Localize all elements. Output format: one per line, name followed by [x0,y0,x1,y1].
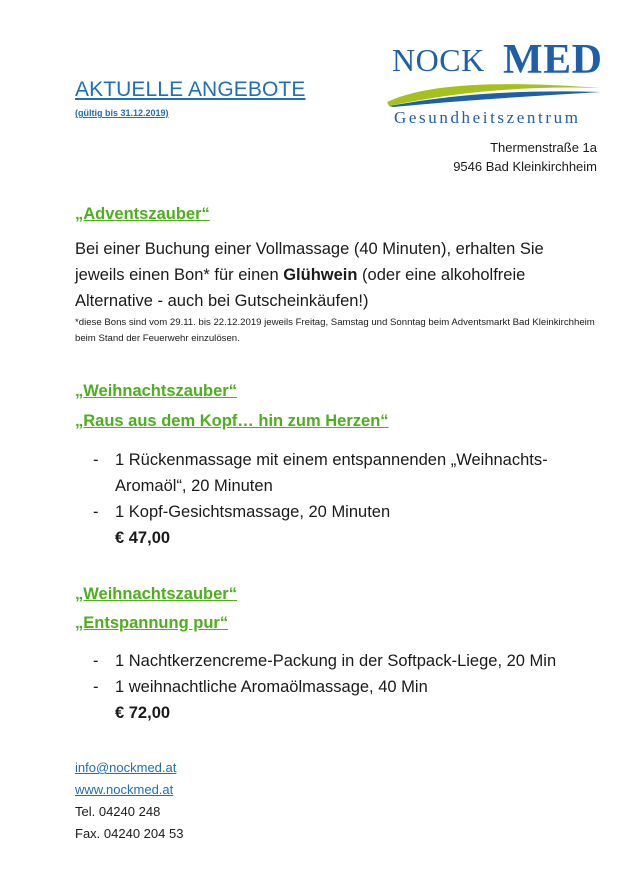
list-item [93,447,603,499]
bullet-dash: - [93,652,99,670]
bullet-dash: - [93,503,99,521]
address-block [453,138,597,176]
list-item-text: 1 Nachtkerzencreme-Packung in der Softpack-Liege, 20 Min [115,652,557,670]
offer3-subheading: „Entspannung pur“ [75,614,229,632]
nockmed-logo [385,37,605,135]
address-city: 9546 Bad Kleinkirchheim [453,159,597,174]
fax-number: Fax. 04240 204 53 [75,826,184,841]
list-item [93,499,603,525]
offer3-price: € 72,00 [115,704,171,722]
offer1-text-before: Bei einer Buchung einer Vollmassage (40 Minuten), erhalten Sie jeweils einen Bon* für einen [75,240,544,284]
logo-subtitle: Gesundheitszentrum [394,108,581,127]
email-link[interactable]: info@nockmed.at [75,760,177,775]
offer3-list [93,648,603,726]
contact-block [75,757,183,845]
list-item-text: 1 Rückenmassage mit einem entspannenden „Weihnachts-Aromaöl“, 20 Minuten [115,451,548,495]
offer2-subheading: „Raus aus dem Kopf… hin zum Herzen“ [75,412,389,430]
list-item [93,674,603,700]
list-item-text: 1 Kopf-Gesichtsmassage, 20 Minuten [115,503,391,521]
logo-swoosh-icon [385,80,605,108]
list-item [93,648,603,674]
address-street: Thermenstraße 1a [490,140,597,155]
offer3-heading: „Weihnachtszauber“ [75,585,237,603]
offer1-heading: „Adventszauber“ [75,205,210,223]
offer2-heading: „Weihnachtszauber“ [75,382,237,400]
offer2-list [93,447,603,551]
logo-text-nock: NOCK [392,42,485,78]
offer1-text-after: (oder eine alkoholfreie Alternative - auch bei Gutscheinkäufen!) [75,266,526,310]
offer1-text [75,236,595,314]
logo-text-med: MED [503,37,603,83]
offer2-price: € 47,00 [115,529,171,547]
page-title: AKTUELLE ANGEBOTE [75,78,306,101]
list-item-text: 1 weihnachtliche Aromaölmassage, 40 Min [115,678,428,696]
website-link[interactable]: www.nockmed.at [75,782,174,797]
offer1-footnote: *diese Bons sind vom 29.11. bis 22.12.2019 jeweils Freitag, Samstag und Sonntag beim Adventsmarkt Bad Kleinkirchheim beim Stand der Feuerwehr einzulösen. [75,317,595,344]
bullet-dash: - [93,451,99,469]
offer1-text-bold: Glühwein [283,266,358,284]
validity-note: (gültig bis 31.12.2019) [75,108,169,118]
phone-number: Tel. 04240 248 [75,804,161,819]
bullet-dash: - [93,678,99,696]
